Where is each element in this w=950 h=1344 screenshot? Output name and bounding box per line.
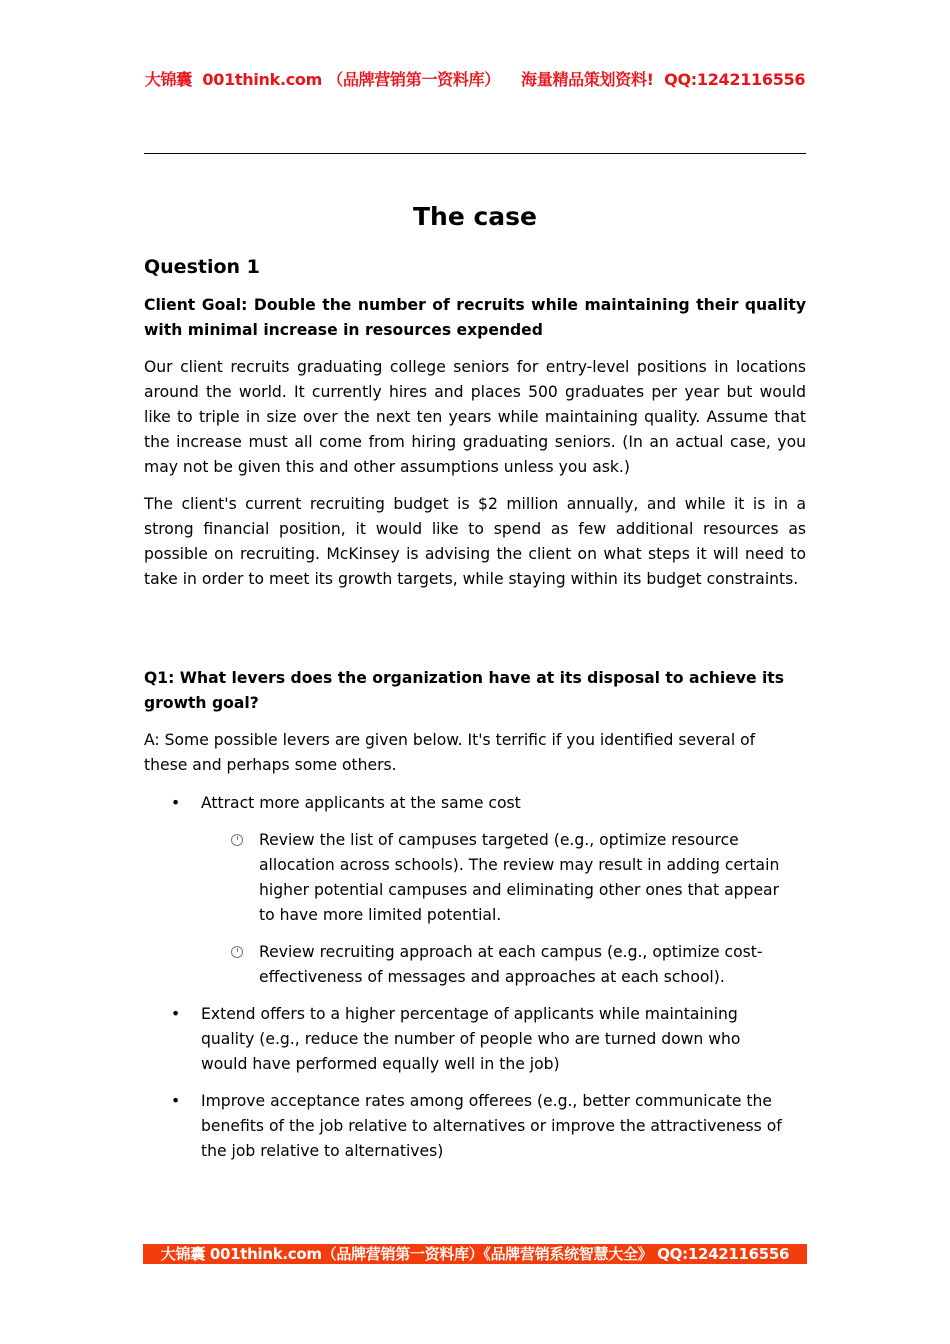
- paragraph-1: Our client recruits graduating college seniors for entry-level positions in locations around the world. It currently hires and places 500 graduates per year but would like to triple in size over the next ten years while maintaining quality. Assume that the increase must all come from hiring graduating seniors. (In an actual case, you may not be given this and other assumptions unless you ask.): [144, 358, 806, 476]
- header-banner: 大锦囊 001think.com （品牌营销第一资料库） 海量精品策划资料! QQ:1242116556: [144, 70, 806, 89]
- list-item: • Improve acceptance rates among offerees (e.g., better communicate the benefits of the job relative to alternatives or improve the attractiveness of the job relative to alternatives): [201, 1089, 801, 1164]
- header-rule: [144, 153, 806, 154]
- bullet-icon: •: [171, 794, 181, 812]
- list-item: • Extend offers to a higher percentage of applicants while maintaining quality (e.g., reduce the number of people who are turned down who would have performed equally well in the job): [201, 1002, 771, 1077]
- bullet-icon: •: [171, 1092, 181, 1110]
- sub-list-item: Review the list of campuses targeted (e.g., optimize resource allocation across schools). The review may result in adding certain higher potential campuses and eliminating other ones that appear to have more limited potential.: [259, 828, 799, 928]
- footer-banner: 大锦囊 001think.com（品牌营销第一资料库）《品牌营销系统智慧大全》 QQ:1242116556: [143, 1244, 807, 1264]
- q1-heading: Q1: What levers does the organization have at its disposal to achieve its growth goal?: [144, 669, 785, 712]
- page-title: The case: [412, 202, 538, 231]
- sub-list-item: Review recruiting approach at each campus (e.g., optimize cost-effectiveness of messages and approaches at each school).: [259, 940, 799, 990]
- paragraph-2: The client's current recruiting budget is $2 million annually, and while it is in a strong financial position, it would like to spend as few additional resources as possible on recruiting. McKinsey is advising the client on what steps it will need to take in order to meet its growth targets, while staying within its budget constraints.: [144, 495, 806, 588]
- clock-icon: [231, 834, 243, 846]
- client-goal: Client Goal: Double the number of recruits while maintaining their quality with minimal increase in resources expended: [144, 296, 806, 339]
- bullet-icon: •: [171, 1005, 181, 1023]
- list-item: • Attract more applicants at the same cost: [201, 791, 801, 816]
- answer-intro: A: Some possible levers are given below. It's terrific if you identified several of these and perhaps some others.: [144, 731, 756, 774]
- clock-icon: [231, 946, 243, 958]
- question-heading: Question 1: [144, 256, 260, 278]
